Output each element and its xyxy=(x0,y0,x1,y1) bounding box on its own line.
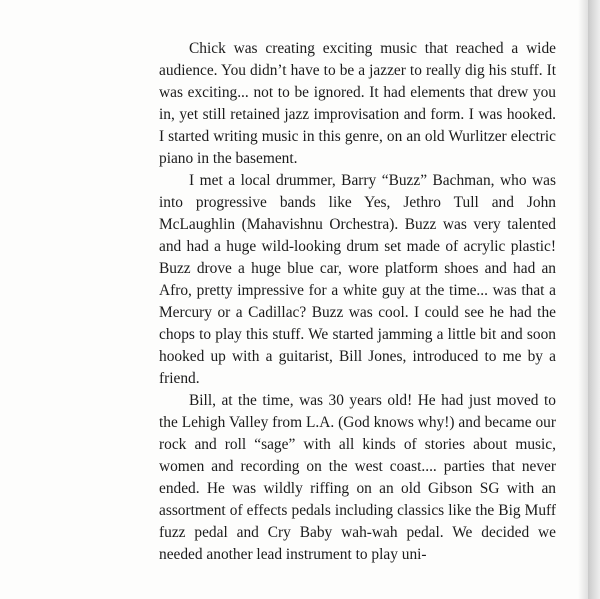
body-text xyxy=(159,38,556,566)
paragraph-chick: Chick was creating exciting music that reached a wide audience. You didn’t have to be a jazzer to really dig his stuff. It was exciting... not to be ignored. It had elements that drew you in, yet still retained jazz improvisation and form. I was hooked. I started writing music in this genre, on an old Wurlitzer electric piano in the basement. xyxy=(159,40,556,167)
gutter-shadow xyxy=(578,0,588,599)
paragraph-bill: Bill, at the time, was 30 years old! He had just moved to the Lehigh Valley from L.A. (God knows why!) and became our rock and roll “sage” with all kinds of stories about music, women and recording on the west coast.... parties that never ended. He was wildly riffing on an old Gibson SG with an assortment of effects pedals including classics like the Big Muff fuzz pedal and Cry Baby wah-wah pedal. We decided we needed another lead instrument to play uni- xyxy=(159,392,556,563)
paragraph-buzz: I met a local drummer, Barry “Buzz” Bachman, who was into progressive bands like Yes, Jethro Tull and John McLaughlin (Mahavishnu Orchestra). Buzz was very talented and had a huge wild-looking drum set made of acrylic plastic! Buzz drove a huge blue car, wore platform shoes and had an Afro, pretty impressive for a white guy at the time... was that a Mercury or a Cadillac? Buzz was cool. I could see he had the chops to play this stuff. We started jamming a little bit and soon hooked up with a guitarist, Bill Jones, introduced to me by a friend. xyxy=(159,172,556,387)
page-gutter xyxy=(588,0,600,599)
